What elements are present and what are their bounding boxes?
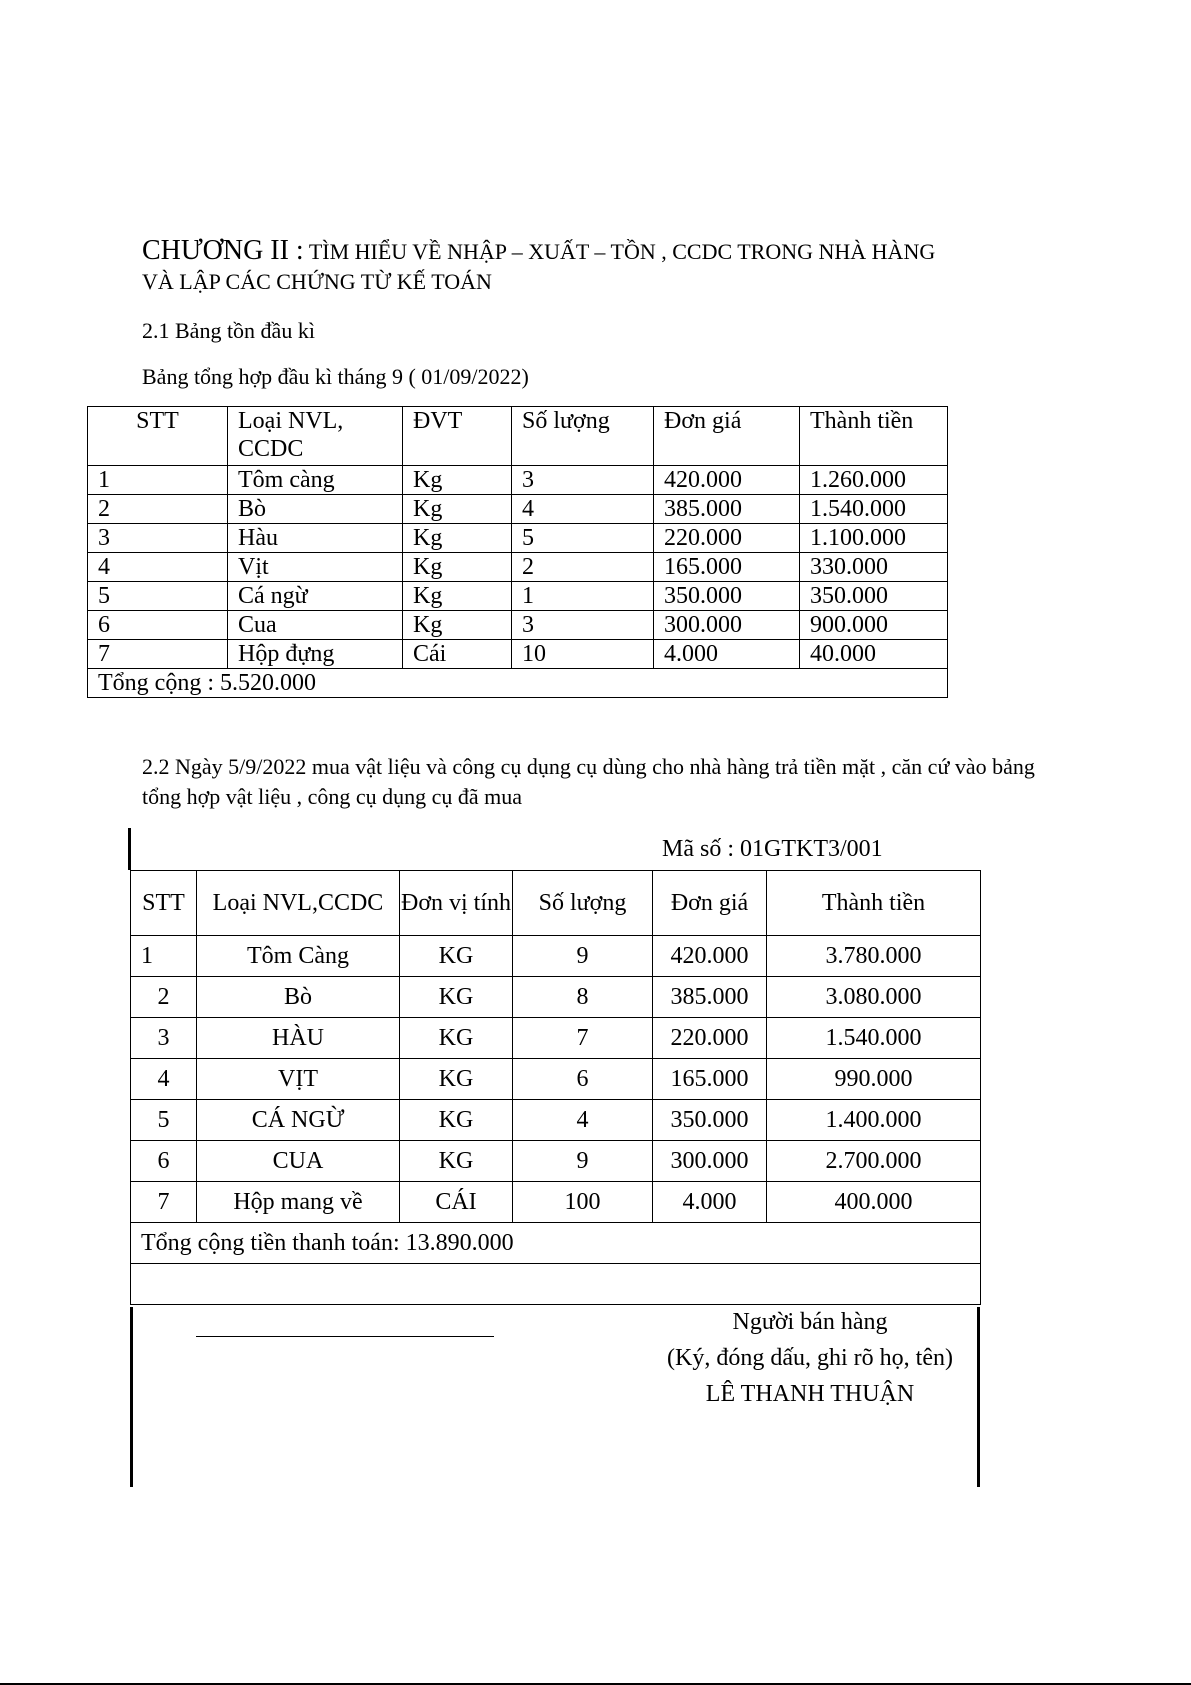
table-row [88, 640, 948, 669]
seller-title: Người bán hàng [732, 1309, 888, 1335]
header-cell: Loại NVL, CCDC [228, 407, 403, 466]
table-cell: 6 [131, 1141, 197, 1182]
table-cell: 2.700.000 [767, 1141, 981, 1182]
form-left-border [128, 828, 131, 870]
table-cell: 350.000 [654, 582, 800, 611]
table-cell: 1.260.000 [800, 466, 948, 495]
table-cell: 9 [513, 1141, 653, 1182]
table-cell: 4 [513, 1100, 653, 1141]
header-cell: Đơn giá [654, 407, 800, 466]
table-cell: CÁ NGỪ [197, 1100, 400, 1141]
table-cell: 4 [88, 553, 228, 582]
table-cell: 8 [513, 977, 653, 1018]
table-row [88, 524, 948, 553]
table-cell: Kg [403, 611, 512, 640]
chapter-rest: TÌM HIỂU VỀ NHẬP – XUẤT – TỒN , CCDC TRONG NHÀ HÀNG [303, 239, 936, 264]
table-cell: 9 [513, 936, 653, 977]
table-cell: 7 [88, 640, 228, 669]
table-cell: 350.000 [800, 582, 948, 611]
table-cell: 350.000 [653, 1100, 767, 1141]
table-cell: Bò [228, 495, 403, 524]
table-cell: 3.780.000 [767, 936, 981, 977]
table-cell: CÁI [400, 1182, 513, 1223]
table-cell: 1 [512, 582, 654, 611]
table-cell: 220.000 [653, 1018, 767, 1059]
table-cell: 2 [131, 977, 197, 1018]
table-cell: 220.000 [654, 524, 800, 553]
table-cell: Kg [403, 582, 512, 611]
table-cell: 1.100.000 [800, 524, 948, 553]
table-row [88, 466, 948, 495]
table-cell: Kg [403, 466, 512, 495]
signature-line [196, 1336, 494, 1337]
table-cell: 900.000 [800, 611, 948, 640]
table-row [131, 1100, 981, 1141]
total-cell: Tổng cộng : 5.520.000 [88, 669, 948, 698]
table-cell: Cá ngừ [228, 582, 403, 611]
table-cell: 3.080.000 [767, 977, 981, 1018]
purchase-table [130, 870, 981, 1305]
section-2-heading: 2.2 Ngày 5/9/2022 mua vật liệu và công cụ dụng cụ dùng cho nhà hàng trả tiền mặt , căn cứ vào bảng tổng hợp vật liệu , công cụ dụng cụ đã mua [142, 754, 1035, 809]
table-cell: 40.000 [800, 640, 948, 669]
table-row [131, 1059, 981, 1100]
header-cell: Số lượng [513, 871, 653, 936]
chapter-title [142, 236, 1042, 297]
table-header-row [88, 407, 948, 466]
table-cell: Vịt [228, 553, 403, 582]
seller-note: (Ký, đóng dấu, ghi rõ họ, tên) [667, 1345, 953, 1371]
table-cell: 300.000 [654, 611, 800, 640]
table-cell: Bò [197, 977, 400, 1018]
table-cell: Hộp đựng [228, 640, 403, 669]
form-code: Mã số : 01GTKT3/001 [662, 836, 883, 862]
table-cell: Kg [403, 524, 512, 553]
table-cell: 1 [131, 936, 197, 977]
table-cell: 2 [512, 553, 654, 582]
table-row [131, 1018, 981, 1059]
table-cell: 330.000 [800, 553, 948, 582]
header-cell: Loại NVL,CCDC [197, 871, 400, 936]
table-cell: 100 [513, 1182, 653, 1223]
table-cell: 420.000 [654, 466, 800, 495]
table-cell: Kg [403, 553, 512, 582]
table-cell: 5 [88, 582, 228, 611]
table-cell: 4 [131, 1059, 197, 1100]
empty-cell [131, 1264, 981, 1305]
table-cell: 165.000 [654, 553, 800, 582]
table-cell: Cái [403, 640, 512, 669]
table-cell: 6 [513, 1059, 653, 1100]
table-cell: 6 [88, 611, 228, 640]
table-cell: 1.540.000 [800, 495, 948, 524]
opening-balance-table [87, 406, 948, 698]
table-cell: 165.000 [653, 1059, 767, 1100]
table-header-row [131, 871, 981, 936]
table-cell: 5 [131, 1100, 197, 1141]
table-cell: 1.540.000 [767, 1018, 981, 1059]
table-cell: 10 [512, 640, 654, 669]
table-cell: 400.000 [767, 1182, 981, 1223]
table-cell: CUA [197, 1141, 400, 1182]
table-cell: 2 [88, 495, 228, 524]
header-cell: STT [131, 871, 197, 936]
table-cell: Tôm càng [228, 466, 403, 495]
table-cell: VỊT [197, 1059, 400, 1100]
table-cell: KG [400, 1059, 513, 1100]
seller-name: LÊ THANH THUẬN [705, 1381, 915, 1407]
header-cell: Thành tiền [800, 407, 948, 466]
table-cell: Kg [403, 495, 512, 524]
table-cell: 4 [512, 495, 654, 524]
table-cell: 4.000 [654, 640, 800, 669]
table-row [88, 495, 948, 524]
header-cell: ĐVT [403, 407, 512, 466]
table-total-row [88, 669, 948, 698]
table-cell: KG [400, 1018, 513, 1059]
table-cell: 4.000 [653, 1182, 767, 1223]
table-cell: 3 [88, 524, 228, 553]
table-row [131, 1141, 981, 1182]
table-row [131, 977, 981, 1018]
header-cell: Thành tiền [767, 871, 981, 936]
table-cell: Cua [228, 611, 403, 640]
table-cell: 1 [88, 466, 228, 495]
table-cell: 3 [131, 1018, 197, 1059]
header-cell: Đơn giá [653, 871, 767, 936]
table-cell: KG [400, 977, 513, 1018]
table-cell: Hàu [228, 524, 403, 553]
table-1-caption: Bảng tổng hợp đầu kì tháng 9 ( 01/09/2022) [142, 364, 529, 389]
chapter-line2: VÀ LẬP CÁC CHỨNG TỪ KẾ TOÁN [142, 269, 492, 294]
table-cell: 3 [512, 466, 654, 495]
table-cell: KG [400, 1100, 513, 1141]
seller-signature-block [630, 1304, 990, 1412]
table-cell: 420.000 [653, 936, 767, 977]
table-cell: 1.400.000 [767, 1100, 981, 1141]
table-row [131, 936, 981, 977]
chapter-prefix: CHƯƠNG II : [142, 235, 304, 266]
table-row [88, 582, 948, 611]
table-cell: 5 [512, 524, 654, 553]
header-cell: Đơn vị tính [400, 871, 513, 936]
table-cell: 3 [512, 611, 654, 640]
empty-row [131, 1264, 981, 1305]
table-cell: Hộp mang về [197, 1182, 400, 1223]
table-cell: 7 [513, 1018, 653, 1059]
table-row [131, 1182, 981, 1223]
table-cell: 385.000 [654, 495, 800, 524]
table-cell: 385.000 [653, 977, 767, 1018]
table-cell: KG [400, 1141, 513, 1182]
table-row [88, 611, 948, 640]
header-cell: Số lượng [512, 407, 654, 466]
table-cell: HÀU [197, 1018, 400, 1059]
table-cell: 300.000 [653, 1141, 767, 1182]
total-cell: Tổng cộng tiền thanh toán: 13.890.000 [131, 1223, 981, 1264]
header-cell: STT [88, 407, 228, 466]
section-1-heading: 2.1 Bảng tồn đầu kì [142, 318, 315, 343]
table-cell: 990.000 [767, 1059, 981, 1100]
table-total-row [131, 1223, 981, 1264]
table-cell: 7 [131, 1182, 197, 1223]
table-cell: KG [400, 936, 513, 977]
table-cell: Tôm Càng [197, 936, 400, 977]
table-row [88, 553, 948, 582]
